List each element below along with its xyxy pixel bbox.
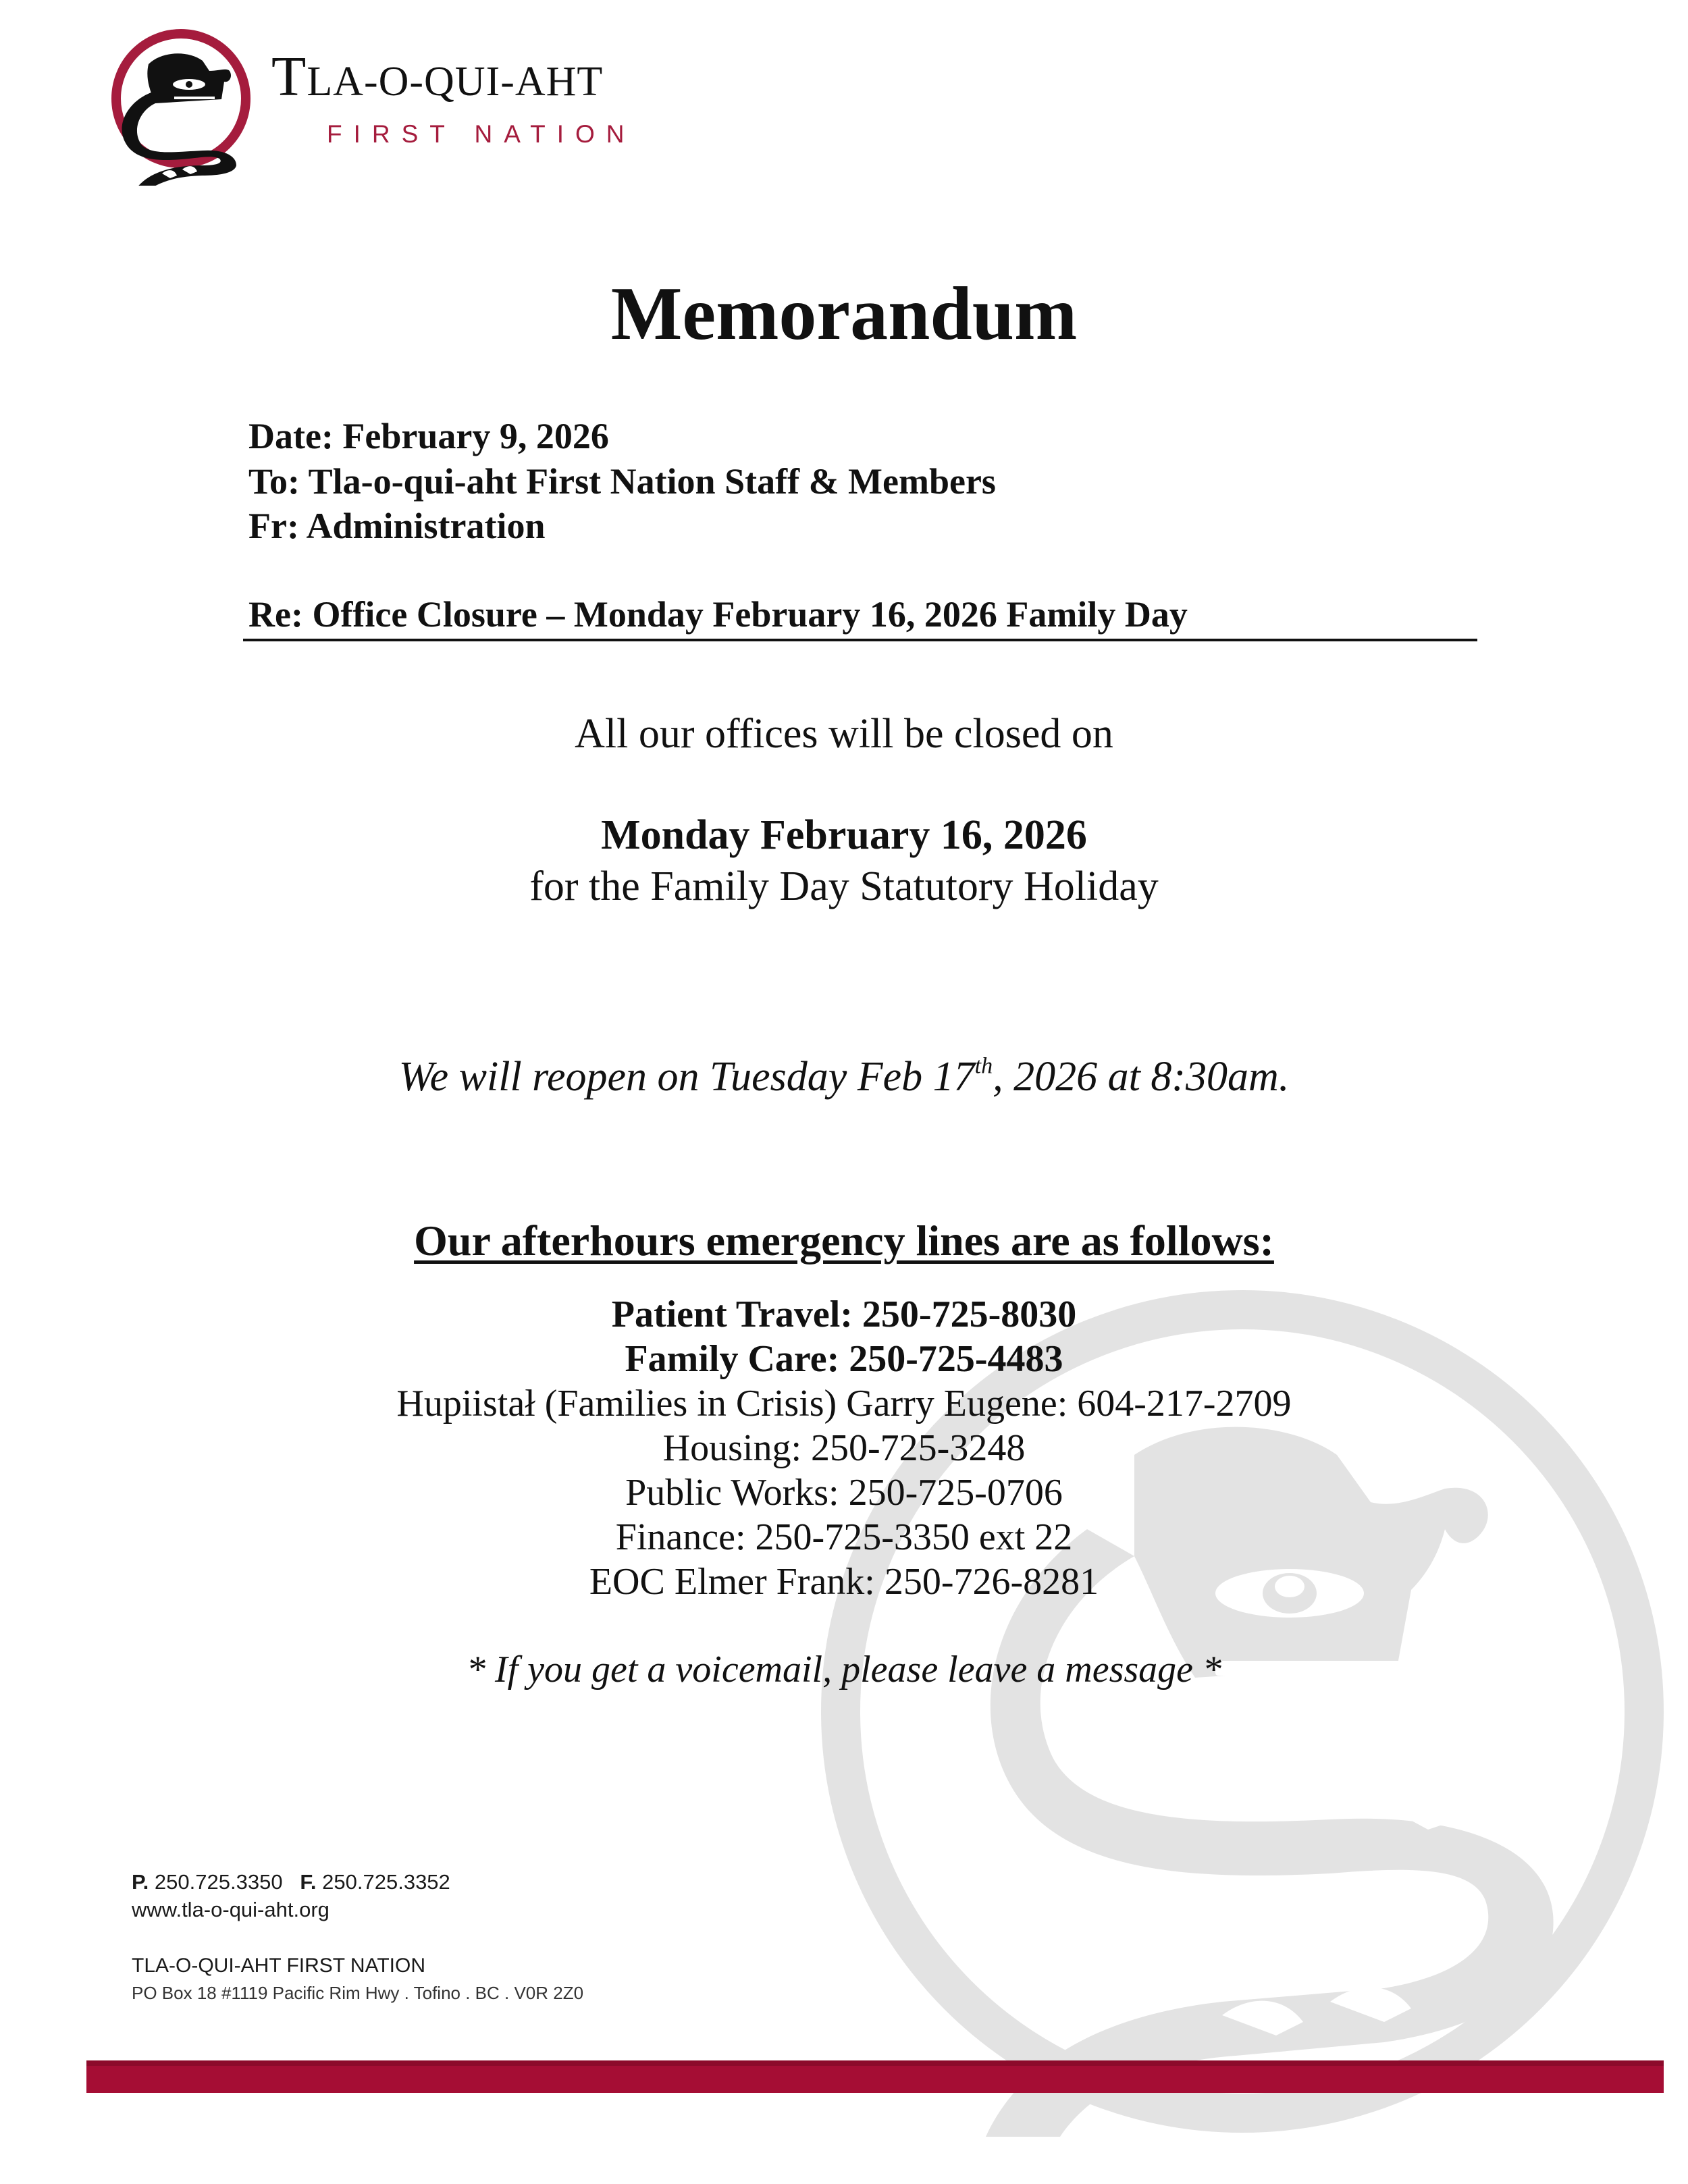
- ordinal-suffix: th: [974, 1053, 993, 1079]
- closure-reason: for the Family Day Statutory Holiday: [529, 863, 1159, 909]
- footer-contact: [132, 1871, 450, 1892]
- reopen-text: We will reopen on Tuesday Feb 17: [398, 1054, 975, 1100]
- footer-website[interactable]: www.tla-o-qui-aht.org: [132, 1898, 329, 1921]
- emergency-line-housing: Housing: 250-725-3248: [662, 1427, 1026, 1469]
- brand-initial: T: [271, 45, 307, 108]
- emergency-line-hupiistal: Hupiistał (Families in Crisis) Garry Eugene: 604-217-2709: [396, 1383, 1292, 1424]
- reopen-notice: [0, 1052, 1688, 1102]
- reopen-text-end: , 2026 at 8:30am.: [993, 1054, 1290, 1100]
- subject-divider: [243, 639, 1477, 641]
- page-title: Memorandum: [610, 272, 1078, 356]
- closure-date: Monday February 16, 2026: [601, 812, 1087, 858]
- brand-name: [271, 45, 604, 108]
- emergency-line-family-care: Family Care: 250-725-4483: [625, 1338, 1063, 1380]
- phone-label: P.: [132, 1870, 149, 1894]
- footer-color-bar: [86, 2060, 1664, 2093]
- footer-address: PO Box 18 #1119 Pacific Rim Hwy . Tofino . BC . V0R 2Z0: [132, 1983, 584, 2003]
- emergency-line-public-works: Public Works: 250-725-0706: [625, 1472, 1063, 1514]
- fax-label: F.: [300, 1870, 317, 1894]
- closure-intro: All our offices will be closed on: [575, 711, 1113, 757]
- emergency-heading: Our afterhours emergency lines are as follows:: [414, 1217, 1274, 1264]
- voicemail-note: * If you get a voicemail, please leave a message *: [466, 1649, 1222, 1690]
- memo-to: To: Tla-o-qui-aht First Nation Staff & Members: [248, 461, 996, 502]
- memo-subject: Re: Office Closure – Monday February 16, 2026 Family Day: [248, 594, 1188, 635]
- fax-number: 250.725.3352: [322, 1870, 450, 1894]
- emergency-line-patient-travel: Patient Travel: 250-725-8030: [611, 1294, 1077, 1335]
- emergency-line-finance: Finance: 250-725-3350 ext 22: [615, 1516, 1073, 1558]
- brand-rest: LA-O-QUI-AHT: [307, 59, 604, 105]
- serpent-logo-icon: [101, 24, 263, 186]
- phone-number: 250.725.3350: [154, 1870, 283, 1894]
- memo-date: Date: February 9, 2026: [248, 416, 609, 456]
- footer-org-name: TLA-O-QUI-AHT FIRST NATION: [132, 1954, 426, 1977]
- memo-from: Fr: Administration: [248, 506, 546, 546]
- emergency-line-eoc: EOC Elmer Frank: 250-726-8281: [589, 1561, 1099, 1603]
- brand-subtitle: FIRST NATION: [327, 120, 636, 148]
